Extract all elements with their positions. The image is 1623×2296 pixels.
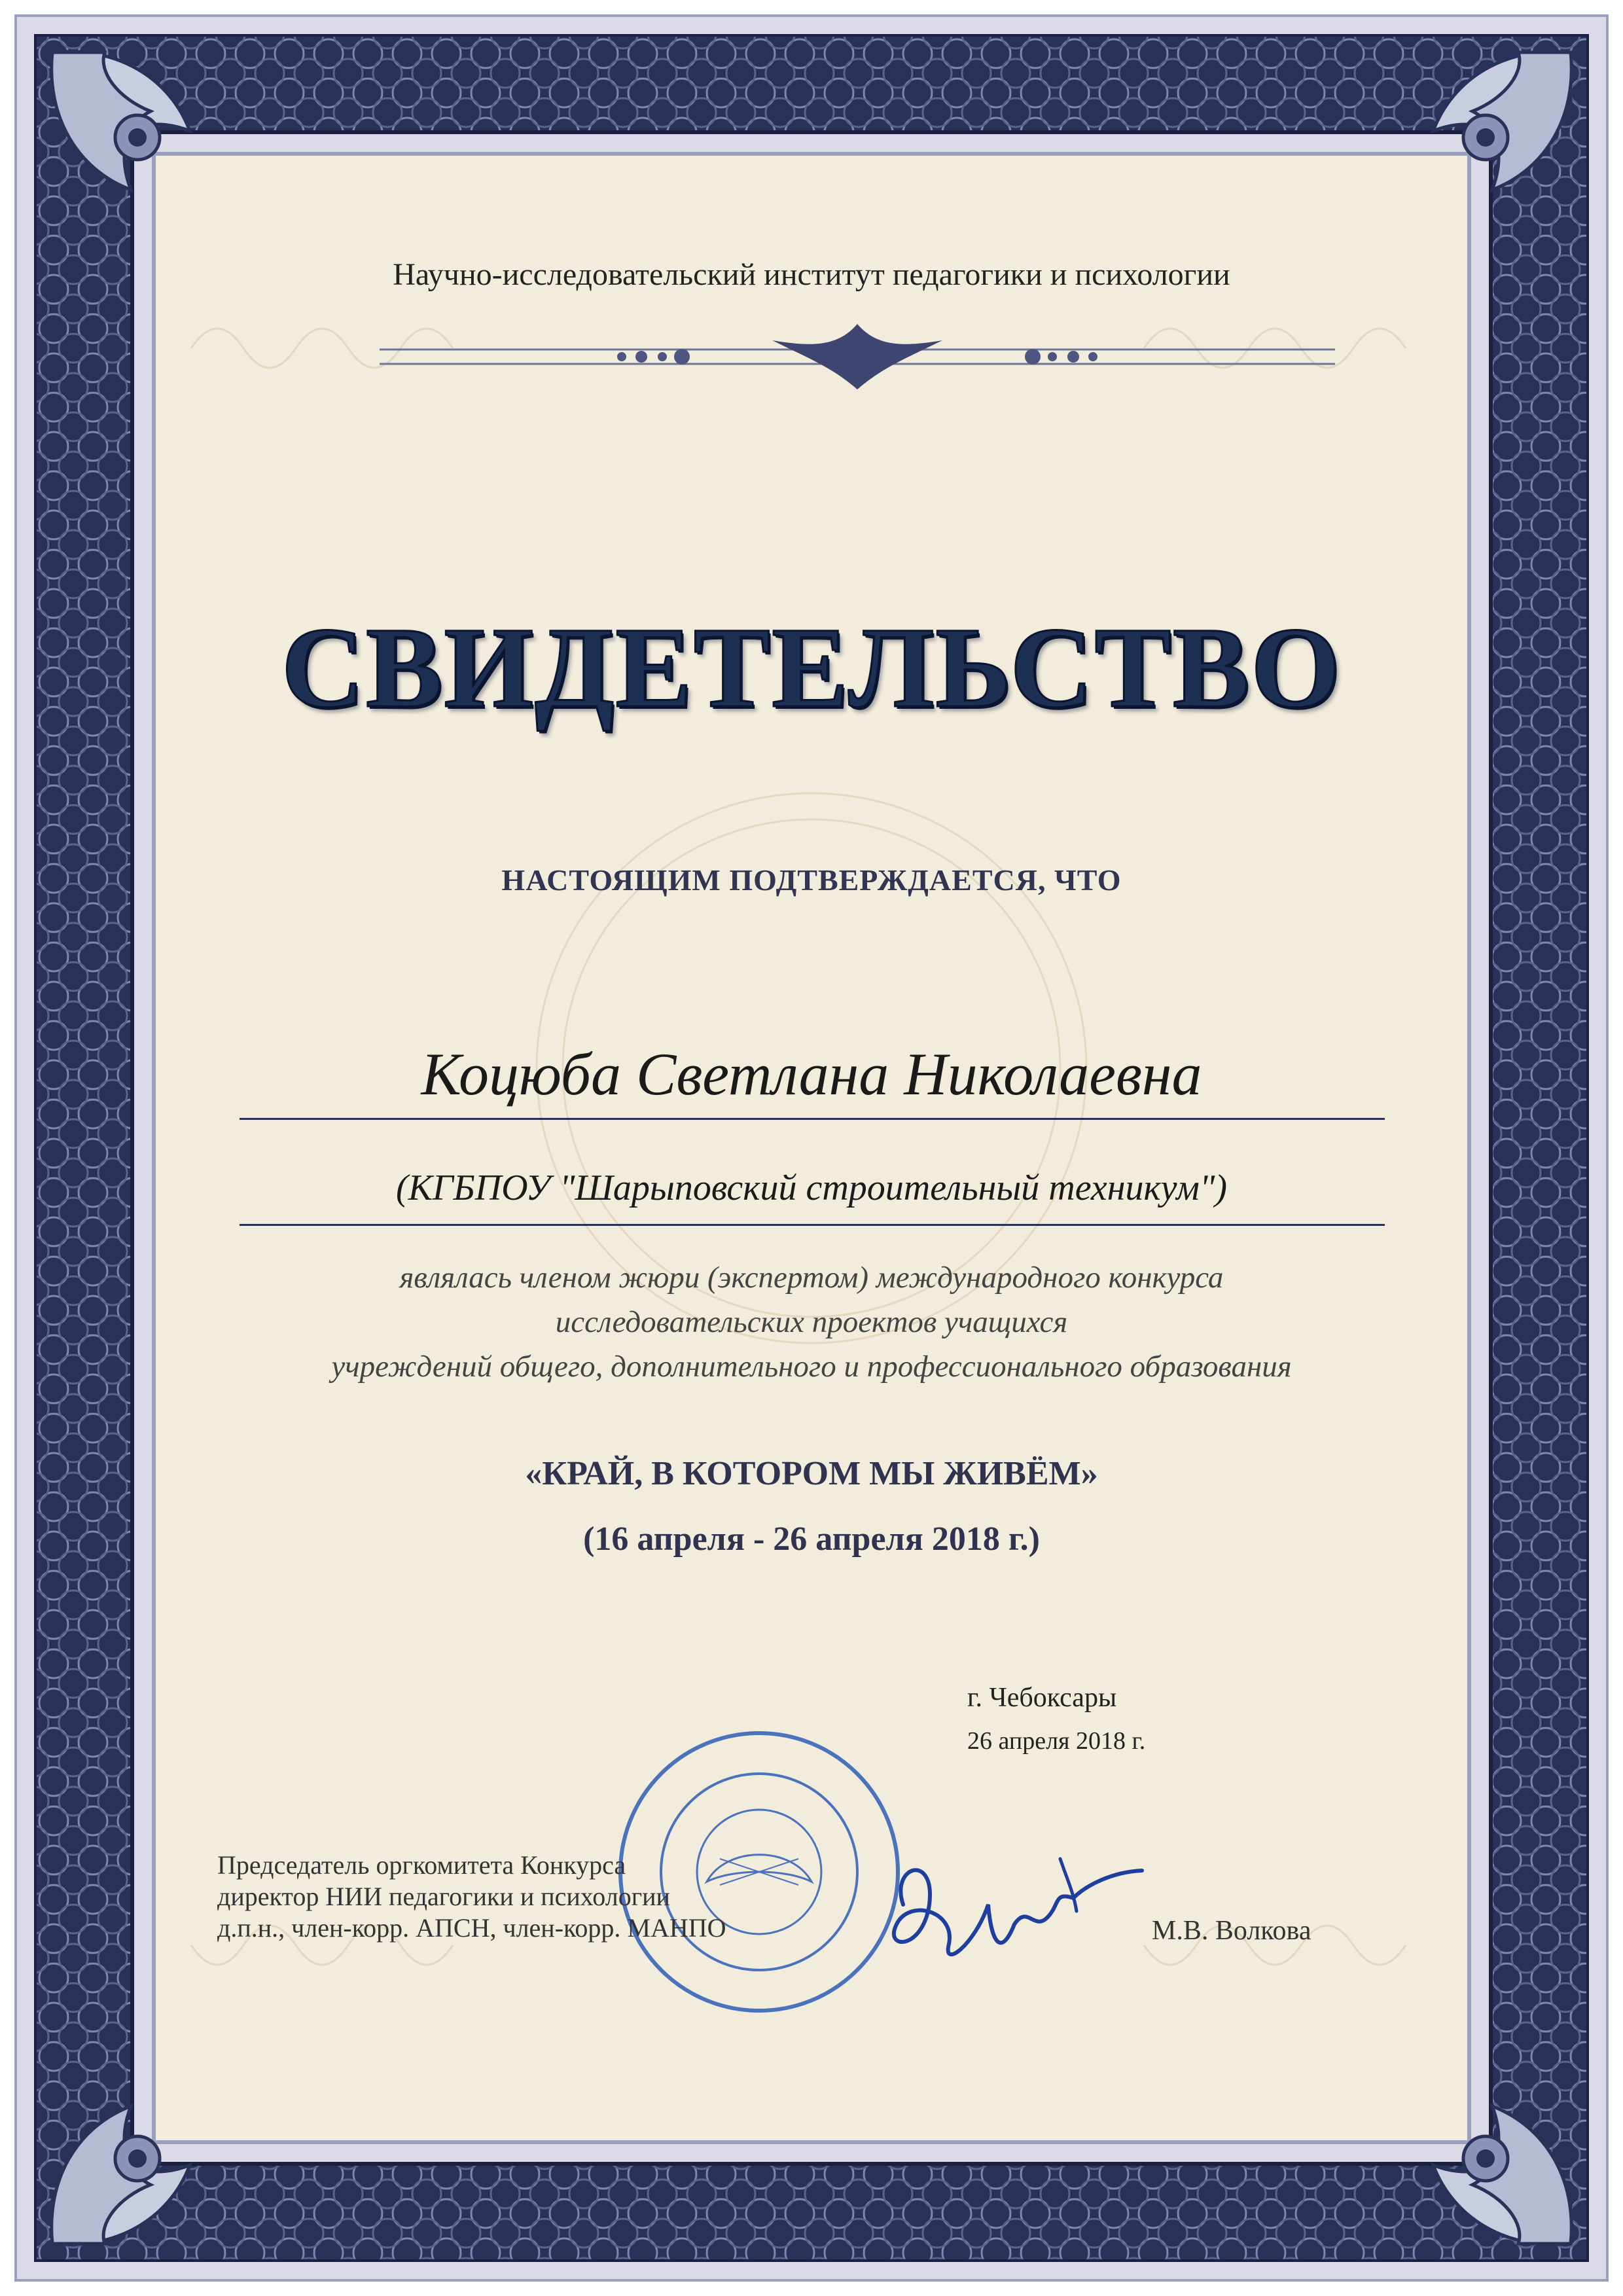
description bbox=[0, 1255, 1623, 1389]
recipient-name: Коцюба Светлана Николаевна bbox=[421, 1041, 1202, 1107]
issue-date: 26 апреля 2018 г. bbox=[967, 1727, 1146, 1755]
corner-ornament-top-left bbox=[39, 39, 275, 275]
corner-ornament-bottom-left bbox=[39, 2021, 275, 2257]
contest-name: «КРАЙ, В КОТОРОМ МЫ ЖИВЁМ» bbox=[525, 1455, 1098, 1492]
signatory-line: д.п.н., член-корр. АПСН, член-корр. МАНПО bbox=[217, 1913, 726, 1943]
issue-place: г. Чебоксары bbox=[967, 1683, 1117, 1713]
description-line: исследовательских проектов учащихся bbox=[555, 1305, 1068, 1339]
description-line: являлась членом жюри (экспертом) международного конкурса bbox=[399, 1261, 1224, 1295]
organization-underline bbox=[240, 1224, 1385, 1226]
confirmation-text: НАСТОЯЩИМ ПОДТВЕРЖДАЕТСЯ, ЧТО bbox=[501, 863, 1122, 897]
institute-name: Научно-исследовательский институт педагогики и психологии bbox=[393, 257, 1230, 292]
signatory-block bbox=[217, 1850, 726, 1944]
recipient-organization: (КГБПОУ "Шарыповский строительный техникум") bbox=[395, 1168, 1228, 1208]
handwritten-signature bbox=[877, 1826, 1152, 1996]
signatory-line: директор НИИ педагогики и психологии bbox=[217, 1882, 670, 1911]
name-underline bbox=[240, 1118, 1385, 1120]
signatory-name: М.В. Волкова bbox=[1152, 1916, 1311, 1946]
contest-dates: (16 апреля - 26 апреля 2018 г.) bbox=[583, 1520, 1040, 1558]
signatory-line: Председатель оргкомитета Конкурса bbox=[217, 1850, 626, 1880]
description-line: учреждений общего, дополнительного и профессионального образования bbox=[331, 1350, 1292, 1384]
divider-ornament bbox=[380, 321, 1335, 393]
certificate-title: СВИДЕТЕЛЬСТВО bbox=[281, 604, 1342, 732]
corner-ornament-top-right bbox=[1348, 39, 1584, 275]
corner-ornament-bottom-right bbox=[1348, 2021, 1584, 2257]
